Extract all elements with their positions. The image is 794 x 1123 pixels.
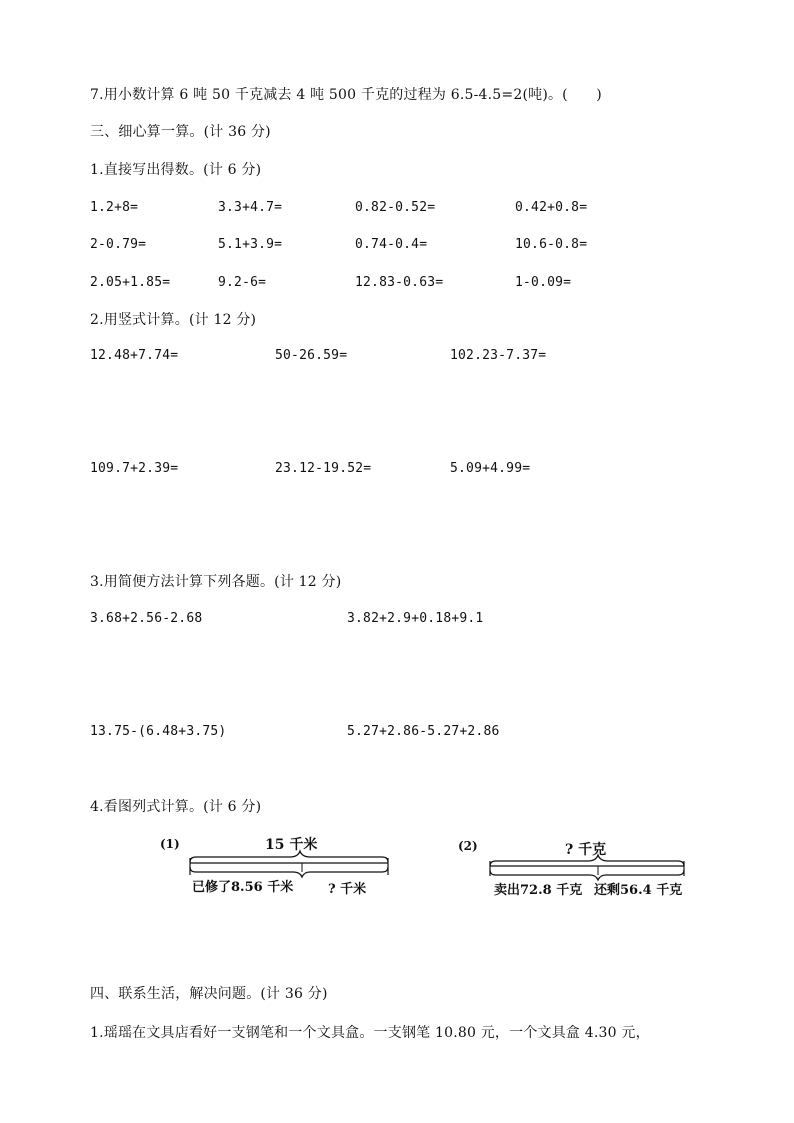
- vertical-calc-item: 5.09+4.99=: [450, 461, 531, 476]
- diagram-index: (1): [160, 837, 180, 851]
- vertical-calc-item: 23.12-19.52=: [275, 461, 372, 476]
- oral-calc-item: 2.05+1.85=: [90, 275, 171, 290]
- oral-calc-item: 1-0.09=: [515, 275, 572, 290]
- diagram-left-label: 卖出72.8 千克: [494, 883, 583, 898]
- part-1-title: 1.直接写出得数。(计 6 分): [90, 162, 262, 178]
- oral-calc-item: 3.3+4.7=: [218, 200, 283, 215]
- part-2-title: 2.用竖式计算。(计 12 分): [90, 312, 257, 328]
- part-4-title: 4.看图列式计算。(计 6 分): [90, 799, 262, 815]
- question-7: 7.用小数计算 6 吨 50 千克减去 4 吨 500 千克的过程为 6.5-4.5=2(吨)。( ): [90, 87, 602, 103]
- vertical-calc-item: 12.48+7.74=: [90, 348, 179, 363]
- segment-diagram-1: [150, 830, 400, 906]
- oral-calc-item: 0.42+0.8=: [515, 200, 588, 215]
- oral-calc-item: 10.6-0.8=: [515, 237, 588, 252]
- simplify-calc-item: 3.68+2.56-2.68: [90, 611, 203, 626]
- diagram-right-label: 还剩56.4 千克: [594, 883, 683, 898]
- segment-diagram-2: [450, 832, 700, 908]
- oral-calc-item: 0.74-0.4=: [355, 237, 428, 252]
- part-brace: [190, 867, 388, 877]
- vertical-calc-item: 109.7+2.39=: [90, 461, 179, 476]
- vertical-calc-item: 50-26.59=: [275, 348, 348, 363]
- simplify-calc-item: 5.27+2.86-5.27+2.86: [347, 724, 500, 739]
- vertical-calc-item: 102.23-7.37=: [450, 348, 547, 363]
- oral-calc-item: 2-0.79=: [90, 237, 147, 252]
- oral-calc-item: 0.82-0.52=: [355, 200, 436, 215]
- diagram-left-label: 已修了8.56 千米: [192, 880, 294, 895]
- part-3-title: 3.用简便方法计算下列各题。(计 12 分): [90, 574, 342, 590]
- oral-calc-item: 12.83-0.63=: [355, 275, 444, 290]
- oral-calc-item: 1.2+8=: [90, 200, 139, 215]
- part-brace: [490, 870, 684, 880]
- diagram-total-label: ? 千克: [565, 842, 607, 858]
- diagram-index: (2): [458, 839, 478, 853]
- oral-calc-item: 5.1+3.9=: [218, 237, 283, 252]
- section-3-heading: 三、细心算一算。(计 36 分): [90, 124, 271, 140]
- diagram-right-label: ? 千米: [328, 882, 367, 897]
- section-4-question-1: 1.瑶瑶在文具店看好一支钢笔和一个文具盒。一支钢笔 10.80 元，一个文具盒 4.30 元，: [90, 1025, 650, 1041]
- diagram-total-label: 15 千米: [265, 837, 318, 853]
- simplify-calc-item: 3.82+2.9+0.18+9.1: [347, 611, 484, 626]
- section-4-heading: 四、联系生活，解决问题。(计 36 分): [90, 986, 328, 1002]
- simplify-calc-item: 13.75-(6.48+3.75): [90, 724, 227, 739]
- oral-calc-item: 9.2-6=: [218, 275, 267, 290]
